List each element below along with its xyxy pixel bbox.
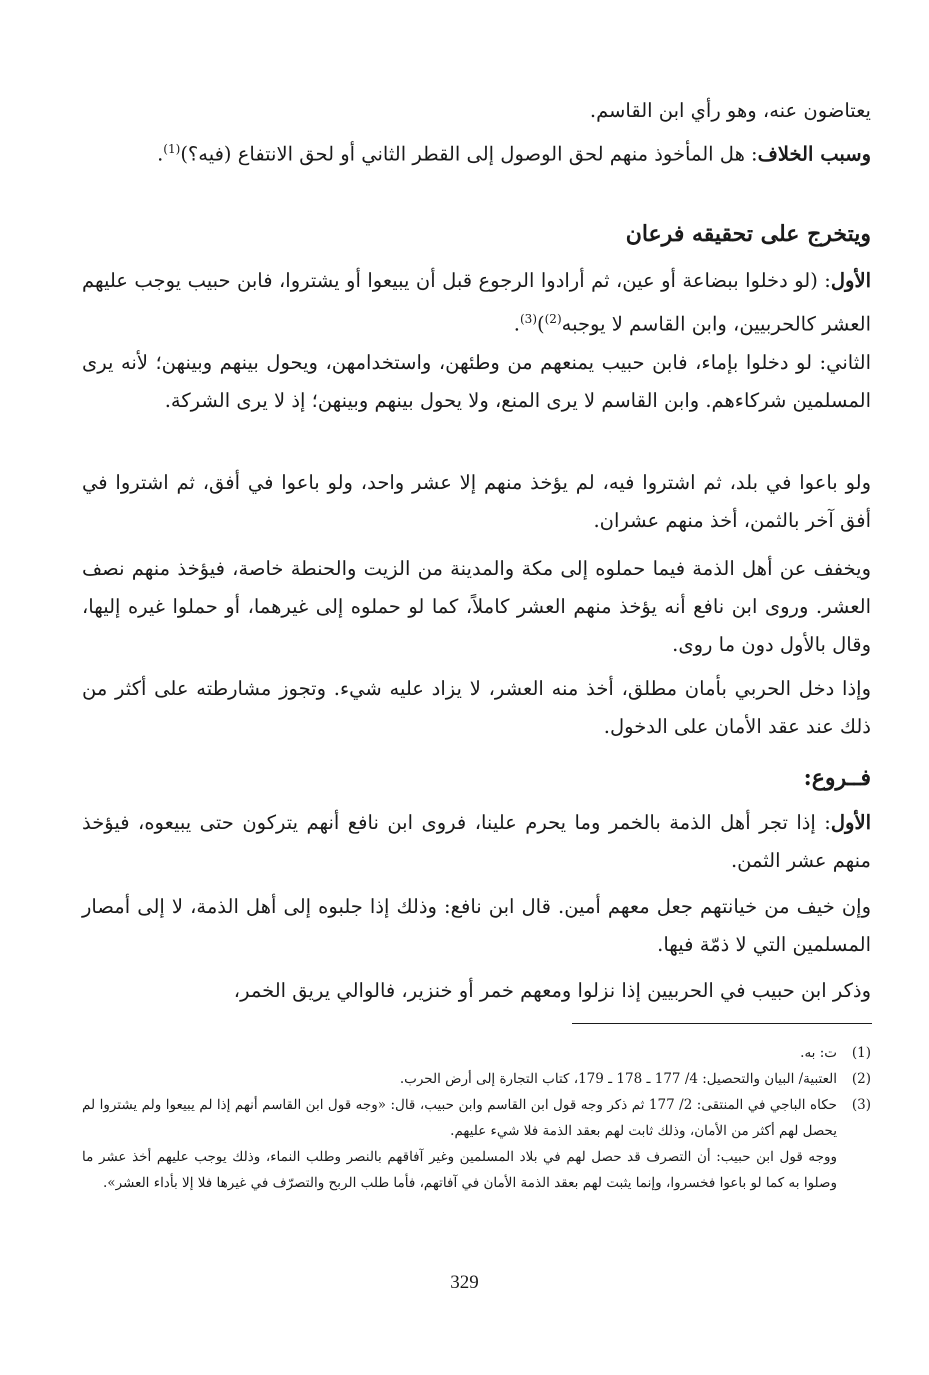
footnote-continuation: ووجه قول ابن حبيب: أن التصرف قد حصل لهم في بلاد المسلمين وغير آفاقهم بالنصر وطلب النماء، وذلك يوجب عليهم أخذ عشر ما وصلوا به كما لو باعوا فخسروا، وإنما يثبت لهم بعقد الذمة الأمان في آفاتهم، فأما طلب الربح والتصرّف في غيرها فلا إلا بأداء العشر». <box>82 1149 837 1191</box>
bold-label: الأول <box>830 811 871 834</box>
footnote-number: (3) <box>851 1097 871 1113</box>
paragraph-0: يعتاضون عنه، وهو رأي ابن القاسم. <box>589 99 871 122</box>
footnote-item <box>82 1092 871 1144</box>
punct: . <box>157 142 164 166</box>
paragraph-6: وإذا دخل الحربي بأمان مطلق، أخذ منه العشر، لا يزاد عليه شيء. وتجوز مشارطته على أكثر من ذلك عند عقد الأمان على الدخول. <box>82 677 871 738</box>
footnote-ref[interactable]: (2) <box>544 312 562 326</box>
footnotes <box>82 1040 871 1196</box>
footnote-ref[interactable]: (1) <box>163 142 181 156</box>
paragraph-8: وإن خيف من خيانتهم جعل معهم أمين. قال ابن نافع: وذلك إذا جلبوه إلى أهل الذمة، لا إلى أمصار المسلمين التي لا ذمّة فيها. <box>82 895 871 956</box>
section-heading-branches: فــروع: <box>803 765 871 791</box>
paragraph-text: : (لو دخلوا ببضاعة أو عين، ثم أرادوا الرجوع قبل أن يبيعوا أو يشتروا، فابن حبيب يوجب عليهم العشر كالحربيين، وابن القاسم لا يوجبه <box>82 269 871 336</box>
bold-label: وسبب الخلاف <box>757 142 871 166</box>
footnote-item <box>82 1066 871 1092</box>
footnote-number: (1) <box>851 1045 871 1061</box>
section-heading: ويتخرج على تحقيقه فرعان <box>625 221 871 247</box>
footnote-number: (2) <box>851 1071 871 1087</box>
paragraph-9: وذكر ابن حبيب في الحربيين إذا نزلوا ومعهم خمر أو خنزير، فالوالي يريق الخمر، <box>233 979 871 1002</box>
paragraph-text: : إذا تجر أهل الذمة بالخمر وما يحرم علينا، فروى ابن نافع أنهم يتركون حتى يبيعوه، فيؤخذ منهم عشر الثمن. <box>82 811 871 872</box>
punct: ) <box>537 312 545 336</box>
footnote-ref[interactable]: (3) <box>519 312 537 326</box>
paragraph-text: : هل المأخوذ منهم لحق الوصول إلى القطر الثاني أو لحق الانتفاع (فيه؟) <box>180 142 758 166</box>
punct: . <box>513 312 520 336</box>
paragraph-branch-first <box>82 804 871 880</box>
paragraph-cause-of-dispute <box>82 130 871 174</box>
footnote-text: العتبية/ البيان والتحصيل: 4/ 177 ـ 178 ـ 179، كتاب التجارة إلى أرض الحرب. <box>399 1071 837 1087</box>
paragraph-second-branch: الثاني: لو دخلوا بإماء، فابن حبيب يمنعهم من وطئهن، واستخدامهن، ويحول بينهم وبينهن؛ لأنه يرى المسلمين شركاءهم. وابن القاسم لا يرى المنع، ولا يحول بينهم وبينهن؛ إذ لا يرى الشركة. <box>82 351 871 412</box>
footnote-separator <box>572 1023 872 1024</box>
paragraph-4: ولو باعوا في بلد، ثم اشتروا فيه، لم يؤخذ منهم إلا عشر واحد، ولو باعوا في أفق، ثم اشتروا في أفق آخر بالثمن، أخذ منهم عشران. <box>82 471 871 532</box>
footnote-item <box>82 1040 871 1066</box>
page-number: 329 <box>450 1272 479 1293</box>
paragraph-5: ويخفف عن أهل الذمة فيما حملوه إلى مكة والمدينة من الزيت والحنطة خاصة، فيؤخذ منهم نصف العشر. وروى ابن نافع أنه يؤخذ منهم العشر كاملاً، كما لو حملوه إلى غيرهما، أو حملوا غيره إليها، وقال بالأول دون ما روى. <box>82 557 871 656</box>
paragraph-first-branch <box>82 262 871 344</box>
footnote-text: حكاه الباجي في المنتقى: 2/ 177 ثم ذكر وجه قول ابن القاسم وابن حبيب، قال: «وجه قول ابن القاسم أنهم إذا لم يبيعوا ولم يشتروا لم يحصل لهم أكثر من الأمان، وذلك ثابت لهم بعقد الذمة فلا شيء عليهم. <box>82 1097 838 1139</box>
footnote-text: ت: به. <box>800 1045 837 1061</box>
bold-label: الأول <box>830 269 871 292</box>
